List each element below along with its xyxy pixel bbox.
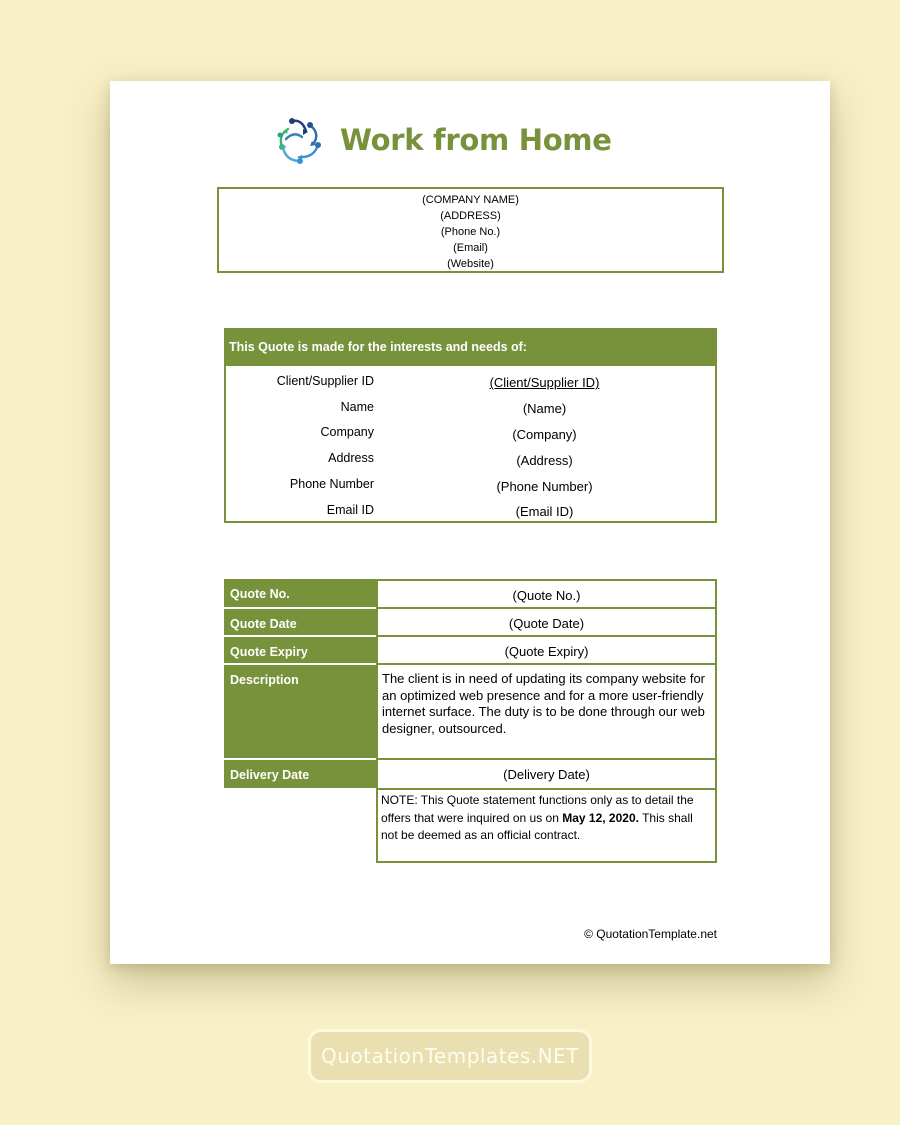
client-value: (Company) (512, 426, 577, 442)
copyright-text: © QuotationTemplate.net (584, 927, 717, 941)
note-text-end: This shall not be deemed as an official contract. (381, 810, 693, 842)
quote-value: (Delivery Date) (376, 760, 717, 790)
client-section-header: This Quote is made for the interests and needs of: (224, 328, 717, 366)
quote-row-expiry (224, 637, 717, 665)
client-label: Address (328, 451, 374, 466)
client-section (224, 328, 717, 523)
quote-label: Description (224, 665, 376, 760)
client-label: Client/Supplier ID (276, 373, 374, 388)
quote-label: Quote Date (224, 609, 376, 637)
circular-arrows-logo-icon (272, 111, 330, 169)
quote-label: Delivery Date (224, 760, 376, 790)
client-value: (Phone Number) (496, 478, 593, 494)
company-email: (Email) (453, 242, 488, 254)
quote-row-delivery (224, 760, 717, 790)
client-row-address (226, 445, 715, 471)
client-value: (Address) (516, 452, 573, 468)
client-label: Name (340, 399, 374, 414)
company-website: (Website) (447, 258, 494, 270)
note-text-start: NOTE: This Quote statement functions only as to detail the offers that were inquired on us on (381, 793, 694, 825)
quote-details-table (224, 579, 717, 863)
quote-page (110, 81, 830, 964)
company-info-box (217, 187, 724, 273)
client-row-id (226, 368, 715, 394)
quote-label: Quote Expiry (224, 637, 376, 665)
quote-row-description (224, 665, 717, 760)
quote-row-date (224, 609, 717, 637)
disclaimer-note (376, 790, 717, 863)
logo (272, 111, 612, 169)
client-row-company (226, 420, 715, 446)
company-address: (ADDRESS) (440, 210, 501, 222)
watermark-badge: QuotationTemplates.NET (311, 1032, 589, 1080)
client-label: Company (320, 425, 374, 440)
client-value: (Client/Supplier ID) (489, 375, 600, 391)
client-label: Email ID (326, 502, 374, 517)
company-phone: (Phone No.) (440, 226, 501, 238)
quote-label: Quote No. (224, 579, 376, 609)
client-value: (Email ID) (515, 504, 574, 520)
quote-row-number (224, 579, 717, 609)
quote-value: (Quote Date) (376, 609, 717, 637)
logo-text: Work from Home (340, 123, 612, 157)
quote-value: (Quote No.) (376, 579, 717, 609)
client-row-name (226, 394, 715, 420)
company-name: (COMPANY NAME) (422, 194, 519, 206)
client-label: Phone Number (289, 477, 374, 492)
client-value: (Name) (522, 401, 567, 417)
description-text: The client is in need of updating its company website for an optimized web presence and for a more user-friendly internet surface. The duty is to be done through our web designer, outsourced. (376, 665, 717, 760)
quote-value: (Quote Expiry) (376, 637, 717, 665)
client-row-phone (226, 471, 715, 497)
client-table (224, 366, 717, 523)
note-date: May 12, 2020. (562, 810, 639, 825)
client-row-email (226, 497, 715, 523)
note-row (224, 790, 717, 863)
